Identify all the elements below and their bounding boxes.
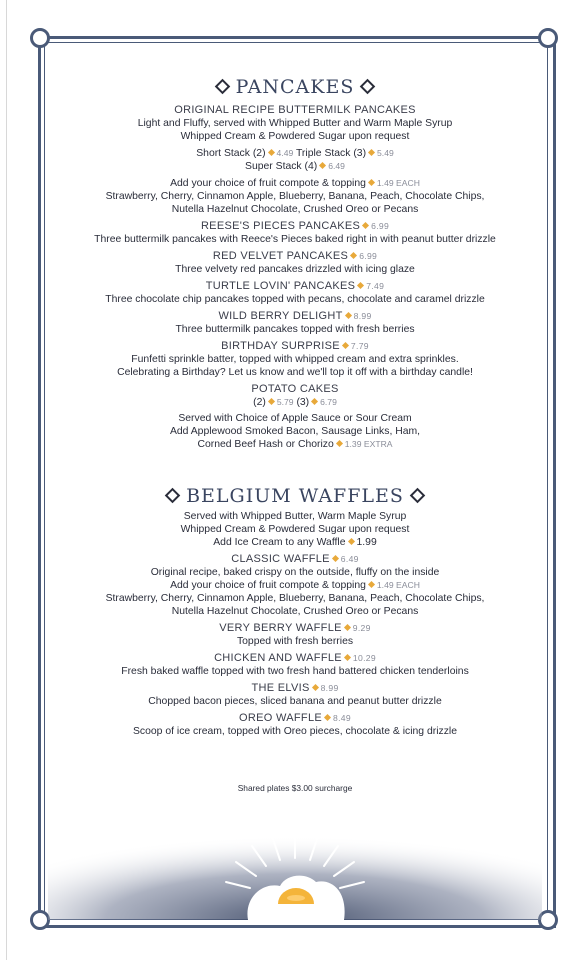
gold-diamond-icon (357, 282, 364, 289)
item-price: 6.99 (371, 221, 390, 231)
pancakes-title: PANCAKES (48, 76, 542, 98)
potato-item (48, 382, 542, 451)
item-desc: Celebrating a Birthday? Let us know and we'll top it off with a birthday candle! (117, 367, 473, 378)
waffles-title: BELGIUM WAFFLES (48, 485, 542, 507)
gold-diamond-icon (344, 654, 351, 661)
fruit-list: Nutella Hazelnut Chocolate, Crushed Oreo or Pecans (171, 606, 419, 617)
pancakes-intro-name: ORIGINAL RECIPE BUTTERMILK PANCAKES (174, 104, 416, 116)
menu-item (48, 219, 542, 246)
gold-diamond-icon (268, 398, 275, 405)
gold-diamond-icon (319, 162, 326, 169)
item-name: BIRTHDAY SURPRISE (221, 340, 340, 352)
item-price: 6.99 (359, 251, 378, 261)
stack-options: Short Stack (2) 4.49 Triple Stack (3) 5.49 (196, 148, 394, 159)
menu-item (48, 651, 542, 678)
gold-diamond-icon (267, 149, 274, 156)
shared-plates-note: Shared plates $3.00 surcharge (237, 783, 353, 793)
corner-ornament-icon (30, 28, 50, 48)
item-name: POTATO CAKES (251, 383, 339, 395)
item-name: THE ELVIS (251, 682, 310, 694)
gold-diamond-icon (336, 440, 343, 447)
item-name: REESE'S PIECES PANCAKES (200, 220, 361, 232)
item-price: 7.79 (350, 341, 369, 351)
corner-ornament-icon (538, 28, 558, 48)
item-desc: Three buttermilk pancakes topped with fresh berries (175, 324, 415, 335)
gold-diamond-icon (368, 581, 375, 588)
gold-diamond-icon (368, 149, 375, 156)
item-price: 8.49 (333, 713, 351, 723)
diamond-icon (410, 487, 426, 503)
item-desc: Fresh baked waffle topped with two fresh hand battered chicken tenderloins (121, 666, 469, 677)
ice-cream-addon: Add Ice Cream to any Waffle 1.99 (213, 537, 377, 548)
item-price: 7.49 (366, 281, 385, 291)
item-desc: Three buttermilk pancakes with Reece's Pieces baked right in with peanut butter drizzle (94, 234, 496, 245)
item-name: CHICKEN AND WAFFLE (214, 652, 342, 664)
fruit-choice: Add your choice of fruit compote & topping 1.49 EACH (170, 178, 420, 189)
diamond-icon (165, 487, 181, 503)
waffle-items (48, 621, 542, 738)
item-desc: Corned Beef Hash or Chorizo 1.39 EXTRA (197, 439, 393, 450)
page-edge (0, 0, 7, 960)
gold-diamond-icon (362, 222, 369, 229)
gold-diamond-icon (324, 714, 331, 721)
gold-diamond-icon (368, 179, 375, 186)
birthday-item (48, 339, 542, 379)
gold-diamond-icon (342, 342, 349, 349)
menu-item (48, 279, 542, 306)
item-desc: Add Applewood Smoked Bacon, Sausage Links, Ham, (169, 426, 421, 437)
item-price: 6.49 (340, 554, 359, 564)
item-desc: Topped with fresh berries (236, 636, 354, 647)
item-price: 9.29 (352, 623, 371, 633)
diamond-icon (214, 78, 230, 94)
classic-waffle-item (48, 552, 542, 618)
gold-diamond-icon (311, 398, 318, 405)
item-desc: Served with Choice of Apple Sauce or Sour Cream (178, 413, 412, 424)
item-name: RED VELVET PANCAKES (212, 250, 349, 262)
menu-content (48, 70, 542, 738)
fruit-choice: Add your choice of fruit compote & topping 1.49 EACH (170, 580, 420, 591)
fruit-list: Strawberry, Cherry, Cinnamon Apple, Blueberry, Banana, Peach, Chocolate Chips, (105, 191, 485, 202)
item-price: 8.99 (320, 683, 339, 693)
item-desc: Scoop of ice cream, topped with Oreo pieces, chocolate & icing drizzle (132, 726, 457, 737)
menu-item (48, 621, 542, 648)
waffles-intro: Whipped Cream & Powdered Sugar upon request (180, 524, 410, 535)
gold-diamond-icon (312, 684, 319, 691)
item-desc: Original recipe, baked crispy on the outside, fluffy on the inside (150, 567, 440, 578)
pancake-items (48, 219, 542, 336)
waffles-intro: Served with Whipped Butter, Warm Maple Syrup (183, 511, 407, 522)
menu-item (48, 309, 542, 336)
item-desc: Chopped bacon pieces, sliced banana and peanut butter drizzle (148, 696, 442, 707)
gold-diamond-icon (345, 312, 352, 319)
pancakes-intro-desc: Light and Fluffy, served with Whipped Butter and Warm Maple Syrup (137, 118, 453, 129)
pancakes-intro-desc: Whipped Cream & Powdered Sugar upon request (180, 131, 410, 142)
menu-item (48, 681, 542, 708)
item-desc: Three velvety red pancakes drizzled with icing glaze (175, 264, 415, 275)
fruit-list: Nutella Hazelnut Chocolate, Crushed Oreo or Pecans (171, 204, 419, 215)
fruit-list: Strawberry, Cherry, Cinnamon Apple, Blueberry, Banana, Peach, Chocolate Chips, (105, 593, 485, 604)
menu-item (48, 249, 542, 276)
potato-prices: (2) 5.79 (3) 6.79 (253, 397, 337, 408)
gold-diamond-icon (344, 624, 351, 631)
gold-diamond-icon (350, 252, 357, 259)
item-name: OREO WAFFLE (239, 712, 323, 724)
item-name: WILD BERRY DELIGHT (218, 310, 343, 322)
item-name: CLASSIC WAFFLE (231, 553, 330, 565)
item-price: 8.99 (353, 311, 372, 321)
sunny-egg-icon (48, 800, 542, 920)
menu-item (48, 711, 542, 738)
item-name: VERY BERRY WAFFLE (219, 622, 342, 634)
diamond-icon (360, 78, 376, 94)
gold-diamond-icon (332, 555, 339, 562)
gold-diamond-icon (347, 538, 354, 545)
footer-illustration (48, 800, 542, 920)
item-desc: Funfetti sprinkle batter, topped with whipped cream and extra sprinkles. (131, 354, 459, 365)
corner-ornament-icon (30, 910, 50, 930)
item-name: TURTLE LOVIN' PANCAKES (205, 280, 356, 292)
item-price: 10.29 (352, 653, 376, 663)
super-stack: Super Stack (4) 6.49 (245, 161, 345, 172)
item-desc: Three chocolate chip pancakes topped with pecans, chocolate and caramel drizzle (105, 294, 485, 305)
